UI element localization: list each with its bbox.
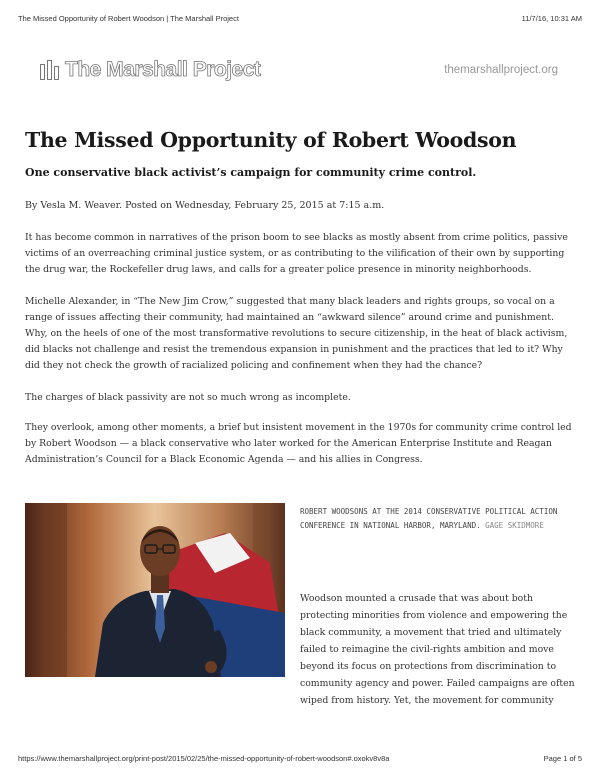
print-header xyxy=(18,14,582,23)
site-logo[interactable] xyxy=(40,58,260,82)
article-paragraph-2: Michelle Alexander, in “The New Jim Crow,” suggested that many black leaders and rights groups, so vocal on a range of issues affecting their community, had maintained an “awkward silence” around crime and punishment. Why, on the heels of one of the most transformative revolutions to secure citizenship, in the heat of black activism, did blacks not challenge and resist the tremendous expansion in punishment and the practices that led to it? Why did they not check the growth of racialized policing and confinement when they had the chance? xyxy=(25,296,568,371)
robert-woodson-photo xyxy=(25,503,285,677)
logo-bars-icon xyxy=(40,60,59,80)
print-url: https://www.themarshallproject.org/print-post/2015/02/25/the-missed-opportunity-of-robert-woodson#.oxokv8v8a xyxy=(18,754,390,763)
photo-caption xyxy=(300,505,570,533)
print-datetime: 11/7/16, 10:31 AM xyxy=(521,14,582,23)
masthead xyxy=(40,58,558,82)
print-page-title: The Missed Opportunity of Robert Woodson | The Marshall Project xyxy=(18,14,239,23)
site-url[interactable]: themarshallproject.org xyxy=(444,64,558,76)
article-paragraph-4: They overlook, among other moments, a brief but insistent movement in the 1970s for community crime control led by Robert Woodson — a black conservative who later worked for the American Enterprise Institute and Reagan Administration’s Council for a Black Economic Agenda — and his allies in Congress. xyxy=(25,422,572,465)
article-byline: By Vesla M. Weaver. Posted on Wednesday, February 25, 2015 at 7:15 a.m. xyxy=(25,200,385,211)
article-paragraph-5: Woodson mounted a crusade that was about both protecting minorities from violence and empowering the black community, a movement that tried and ultimately failed to reimagine the civil-rights ambition and move beyond its focus on protections from discrimination to community agency and power. Failed campaigns are often wiped from history. Yet, the movement for community xyxy=(300,593,575,706)
page-number: Page 1 of 5 xyxy=(543,754,582,763)
article-paragraph-1: It has become common in narratives of the prison boom to see blacks as mostly absent from crime politics, passive victims of an overreaching criminal justice system, or as contributing to the vilification of their own by supporting the drug war, the Rockefeller drug laws, and calls for a greater police presence in minority neighborhoods. xyxy=(25,232,568,275)
logo-text: The Marshall Project xyxy=(65,58,261,81)
photo-caption-text: ROBERT WOODSONS AT THE 2014 CONSERVATIVE POLITICAL ACTION CONFERENCE IN NATIONAL HARBOR, MARYLAND. xyxy=(300,507,558,530)
article-subhead: One conservative black activist’s campaign for community crime control. xyxy=(25,166,477,179)
article-headline: The Missed Opportunity of Robert Woodson xyxy=(25,128,517,152)
article-paragraph-3: The charges of black passivity are not so much wrong as incomplete. xyxy=(25,392,351,403)
photo-credit: GAGE SKIDMORE xyxy=(485,521,544,530)
print-footer xyxy=(18,754,582,763)
article-photo xyxy=(25,503,285,677)
